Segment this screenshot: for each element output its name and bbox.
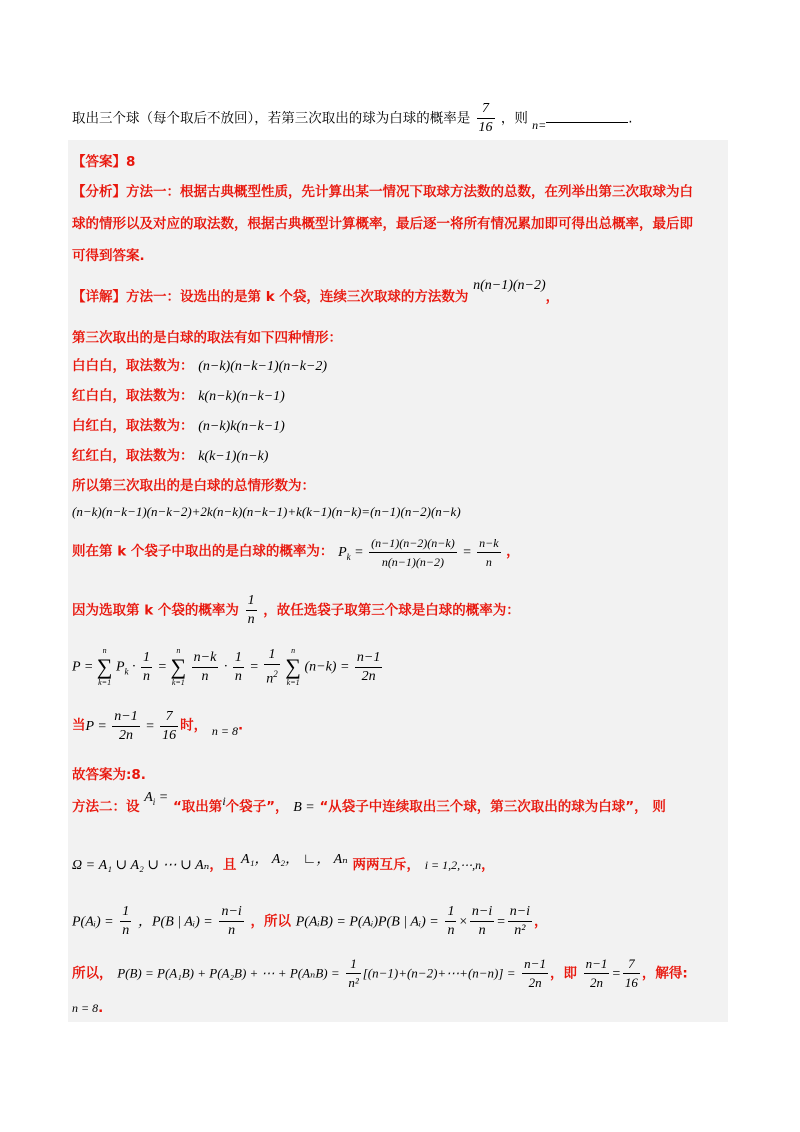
case-label: 红白白，取法数为： bbox=[72, 388, 194, 404]
fraction-denominator: 16 bbox=[624, 975, 638, 990]
fraction-denominator: 16 bbox=[478, 120, 493, 135]
pa-expr: P(Aᵢ) = bbox=[72, 914, 114, 930]
analysis-line-3: 可得到答案. bbox=[72, 248, 145, 264]
case-expr: k(k−1)(n−k) bbox=[198, 449, 269, 464]
method2-line bbox=[72, 790, 666, 817]
fraction-numerator: n−i bbox=[508, 903, 532, 922]
fraction-numerator: 1 bbox=[246, 592, 257, 611]
fraction-numerator: n−1 bbox=[355, 649, 382, 668]
sum-lower: k=1 bbox=[98, 678, 112, 688]
fraction-denominator: n bbox=[122, 923, 130, 938]
question-probability-fraction bbox=[477, 100, 495, 137]
m2-label: 方法二：设 bbox=[72, 799, 140, 815]
question-text: 取出三个球（每个取后不放回），若第三次取出的球为白球的概率是 bbox=[72, 110, 471, 127]
pk-end: ， bbox=[506, 543, 520, 560]
fraction-numerator: 1 bbox=[141, 649, 152, 668]
prob-line: P(Aᵢ) = $\frac{1}{n}$ ，P(B | Aᵢ) = $\frac{n-i}{n}$ ，所以 P(AᵢB) = P(Aᵢ)P(B | Aᵢ) = $\frac{1}{n}$ × $\frac{n-i}{n}$ = $\frac{n-i}{\text{n²}}$ ， bbox=[72, 904, 548, 938]
detail-intro: 【详解】方法一：设选出的是第 k 个袋，连续三次取球的方法数为 bbox=[72, 289, 469, 305]
fraction-numerator: 1 bbox=[264, 646, 280, 665]
sum-pk: P bbox=[115, 659, 125, 675]
total-title: 所以第三次取出的是白球的总情形数为： bbox=[72, 478, 315, 494]
pab-expr: P(AᵢB) = P(Aᵢ)P(B | Aᵢ) = bbox=[295, 914, 439, 930]
question-n-label: n= bbox=[532, 117, 547, 132]
m2-then: 则 bbox=[652, 799, 666, 815]
last-expr: n = 8 bbox=[72, 1001, 99, 1015]
omega-mutual: 两两互斥， bbox=[352, 857, 420, 873]
sum-symbol-1: n ∑ k=1 bbox=[96, 646, 113, 688]
case-label: 红红白，取法数为： bbox=[72, 448, 194, 464]
fraction-numerator: 1 bbox=[346, 955, 360, 974]
sum-symbol-2: n ∑ k=1 bbox=[170, 646, 187, 688]
sum-result-fraction bbox=[355, 649, 382, 686]
detail-expr: n(n−1)(n−2) bbox=[473, 278, 546, 293]
m2-ai bbox=[144, 790, 168, 805]
omega-expr: Ω = A₁ ∪ A₂ ∪ ⋯ ∪ Aₙ bbox=[72, 858, 210, 873]
fraction-denominator: n bbox=[201, 668, 209, 684]
fraction-numerator: n−k bbox=[192, 649, 219, 668]
when-n: n = 8 bbox=[211, 723, 238, 738]
fraction-denominator: $n^2$ bbox=[266, 669, 278, 687]
sumb-bracket: [(n−1)+(n−2)+⋯+(n−n)] = bbox=[362, 965, 516, 981]
fraction-numerator: n−1 bbox=[522, 955, 548, 974]
choose-line bbox=[72, 592, 520, 629]
fraction-numerator: n−i bbox=[219, 903, 243, 922]
omega-and: ，且 bbox=[209, 857, 237, 873]
question-suffix: ，则 bbox=[500, 110, 528, 127]
fraction-denominator: 2n bbox=[361, 668, 376, 684]
fraction-denominator: n bbox=[447, 923, 455, 938]
fraction-denominator: n bbox=[478, 923, 486, 938]
sum-symbol-3: n ∑ k=1 bbox=[285, 646, 301, 688]
omega-line bbox=[72, 853, 495, 874]
pab-frac-3 bbox=[508, 903, 532, 940]
sumb-line bbox=[72, 955, 688, 992]
sum-upper: n bbox=[291, 646, 296, 656]
sum-frac-4 bbox=[264, 646, 280, 689]
pba-fraction bbox=[219, 903, 243, 940]
sumb-frac-3 bbox=[584, 955, 610, 992]
fraction-denominator: n bbox=[228, 923, 236, 938]
sum-pk-sub: k bbox=[124, 666, 129, 677]
sum-p: P bbox=[72, 659, 81, 675]
pk-fraction bbox=[369, 534, 457, 571]
sum-frac-2 bbox=[192, 649, 219, 686]
m2-eq: = bbox=[158, 790, 169, 805]
fraction-denominator: n bbox=[247, 612, 255, 627]
sum-upper: n bbox=[176, 646, 181, 656]
when-shi: 时， bbox=[180, 717, 208, 734]
pab-frac-1 bbox=[445, 903, 456, 940]
pk-result-fraction bbox=[477, 534, 500, 571]
fraction-denominator: n bbox=[234, 668, 242, 684]
case-row-4 bbox=[72, 444, 268, 465]
final-answer-1: 故答案为:8. bbox=[72, 767, 146, 783]
m2-i: i bbox=[222, 794, 226, 808]
when-p: P bbox=[85, 718, 94, 734]
sum-lower: k=1 bbox=[286, 678, 300, 688]
answer-blank bbox=[546, 110, 628, 123]
last-end: . bbox=[98, 1000, 104, 1016]
fraction-denominator: 2n bbox=[590, 975, 604, 990]
fraction-denominator: n² bbox=[348, 975, 359, 990]
sumb-label: 所以， bbox=[72, 965, 113, 982]
detail-intro-line bbox=[72, 278, 560, 306]
fraction-numerator: 7 bbox=[477, 100, 495, 119]
sum-frac-1 bbox=[141, 649, 152, 686]
pk-line bbox=[72, 534, 520, 571]
fraction-numerator: 1 bbox=[445, 903, 456, 922]
fraction-denominator: n(n−1)(n−2) bbox=[381, 555, 444, 569]
when-text: 当 bbox=[72, 717, 86, 734]
analysis-line-2: 球的情形以及对应的取法数，根据古典概型计算概率，最后逐一将所有情况累加即可得出总概率，最后即 bbox=[72, 216, 693, 232]
case-label: 白红白，取法数为： bbox=[72, 418, 194, 434]
sum-lower: k=1 bbox=[171, 678, 185, 688]
choose-text-1: 因为选取第 k 个袋的概率为 bbox=[72, 602, 239, 619]
pk-text: 则在第 k 个袋子中取出的是白球的概率为： bbox=[72, 543, 334, 560]
answer-label: 【答案】8 bbox=[72, 154, 136, 170]
when-formula: P = $\frac{n-1}{2n}$ = $\frac{7}{16}$ bbox=[85, 709, 177, 743]
cases-title: 第三次取出的是白球的取法有如下四种情形： bbox=[72, 330, 342, 346]
case-expr: (n−k)(n−k−1)(n−k−2) bbox=[198, 359, 328, 374]
m2-ai-sub: i bbox=[152, 796, 156, 807]
m2-quote-3: “从袋子中连续取出三个球，第三次取出的球为白球”， bbox=[319, 799, 648, 815]
pk-sub: k bbox=[346, 551, 351, 562]
case-row-3 bbox=[72, 414, 285, 435]
m2-quote-1: “取出第 bbox=[172, 799, 223, 815]
sum-n2: n bbox=[266, 671, 274, 687]
case-row-2 bbox=[72, 384, 285, 405]
omega-range: i = 1,2,⋯,n bbox=[424, 858, 482, 872]
fraction-numerator: 1 bbox=[233, 649, 244, 668]
when-line bbox=[72, 708, 243, 745]
fraction-denominator: 16 bbox=[162, 728, 177, 743]
fraction-numerator: 7 bbox=[160, 708, 178, 727]
sum-upper: n bbox=[102, 646, 107, 656]
fraction-numerator: n−i bbox=[470, 903, 494, 922]
sumb-frac-4 bbox=[623, 955, 640, 992]
answer-panel bbox=[68, 140, 728, 1022]
pa-fraction bbox=[120, 903, 131, 940]
case-expr: k(n−k)(n−k−1) bbox=[198, 389, 285, 404]
sumb-eq: = bbox=[611, 966, 621, 982]
fraction-denominator: n bbox=[485, 555, 492, 569]
fraction-numerator: 7 bbox=[623, 955, 640, 974]
choose-fraction bbox=[246, 592, 257, 629]
m2-b: B = bbox=[293, 800, 315, 815]
analysis-line-1: 【分析】方法一：根据古典概型性质，先计算出某一情况下取球方法数的总数，在列举出第三次取球为白 bbox=[72, 184, 693, 200]
fraction-numerator: (n−1)(n−2)(n−k) bbox=[369, 534, 457, 553]
fraction-denominator: 2n bbox=[528, 975, 542, 990]
sumb-ji: ，即 bbox=[549, 965, 577, 982]
fraction-denominator: n bbox=[143, 668, 151, 684]
sumb-solve: ，解得: bbox=[641, 965, 688, 982]
omega-end: ， bbox=[481, 857, 495, 873]
when-frac-1 bbox=[112, 708, 139, 745]
last-line bbox=[72, 1000, 103, 1016]
fraction-numerator: n−k bbox=[477, 534, 500, 553]
m2-quote-2: 个袋子”， bbox=[225, 799, 289, 815]
fraction-denominator: n² bbox=[514, 923, 526, 938]
fraction-numerator: n−1 bbox=[584, 955, 610, 974]
fraction-denominator: 2n bbox=[118, 728, 133, 743]
when-frac-2 bbox=[160, 708, 178, 745]
fraction-numerator: n−1 bbox=[112, 708, 139, 727]
sumb-frac-2 bbox=[522, 955, 548, 992]
fraction-numerator: 1 bbox=[120, 903, 131, 922]
pab-end: ， bbox=[534, 913, 548, 930]
sum-nk-paren: (n−k) bbox=[304, 659, 337, 675]
case-row-1 bbox=[72, 354, 327, 375]
pab-times: × bbox=[458, 914, 468, 930]
pk-formula: $P_k$ = $\frac{(n-1)(n-2)(n-k)}{n(n-1)(n-2)}$ = $\frac{n-k}{n}$ bbox=[338, 536, 499, 569]
question-line bbox=[72, 100, 633, 137]
detail-comma: ， bbox=[545, 289, 560, 305]
sum-frac-3 bbox=[233, 649, 244, 686]
sum-formula: P = n ∑ k=1 $P_k$ · $\frac{1}{n}$ = n ∑ k=1 $\frac{n-k}{n}$ · $\frac{1}{n}$ = $\frac{1}{n^2}$ n ∑ k=1 (n−k) = $\frac{n-1}{2n}$ bbox=[72, 646, 381, 688]
when-end: . bbox=[237, 717, 244, 734]
m2-ai-letter: A bbox=[144, 790, 153, 805]
pba-expr: ，P(B | Aᵢ) = bbox=[138, 914, 213, 930]
case-label: 白白白，取法数为： bbox=[72, 358, 194, 374]
case-expr: (n−k)k(n−k−1) bbox=[198, 419, 285, 434]
sumb-frac-1 bbox=[346, 955, 360, 992]
total-expr: (n−k)(n−k−1)(n−k−2)+2k(n−k)(n−k−1)+k(k−1)(n−k)=(n−1)(n−2)(n−k) bbox=[72, 504, 461, 519]
choose-text-2: ，故任选袋子取第三个球是白球的概率为： bbox=[263, 602, 520, 619]
pab-text: ，所以 bbox=[250, 913, 291, 930]
question-end: . bbox=[628, 110, 633, 127]
sumb-expr: P(B) = P(A₁B) + P(A₂B) + ⋯ + P(AₙB) = bbox=[117, 965, 340, 981]
omega-sets: A₁， A₂， ∟， Aₙ bbox=[241, 852, 348, 867]
pab-frac-2 bbox=[470, 903, 494, 940]
pk-lhs: P bbox=[338, 544, 347, 560]
